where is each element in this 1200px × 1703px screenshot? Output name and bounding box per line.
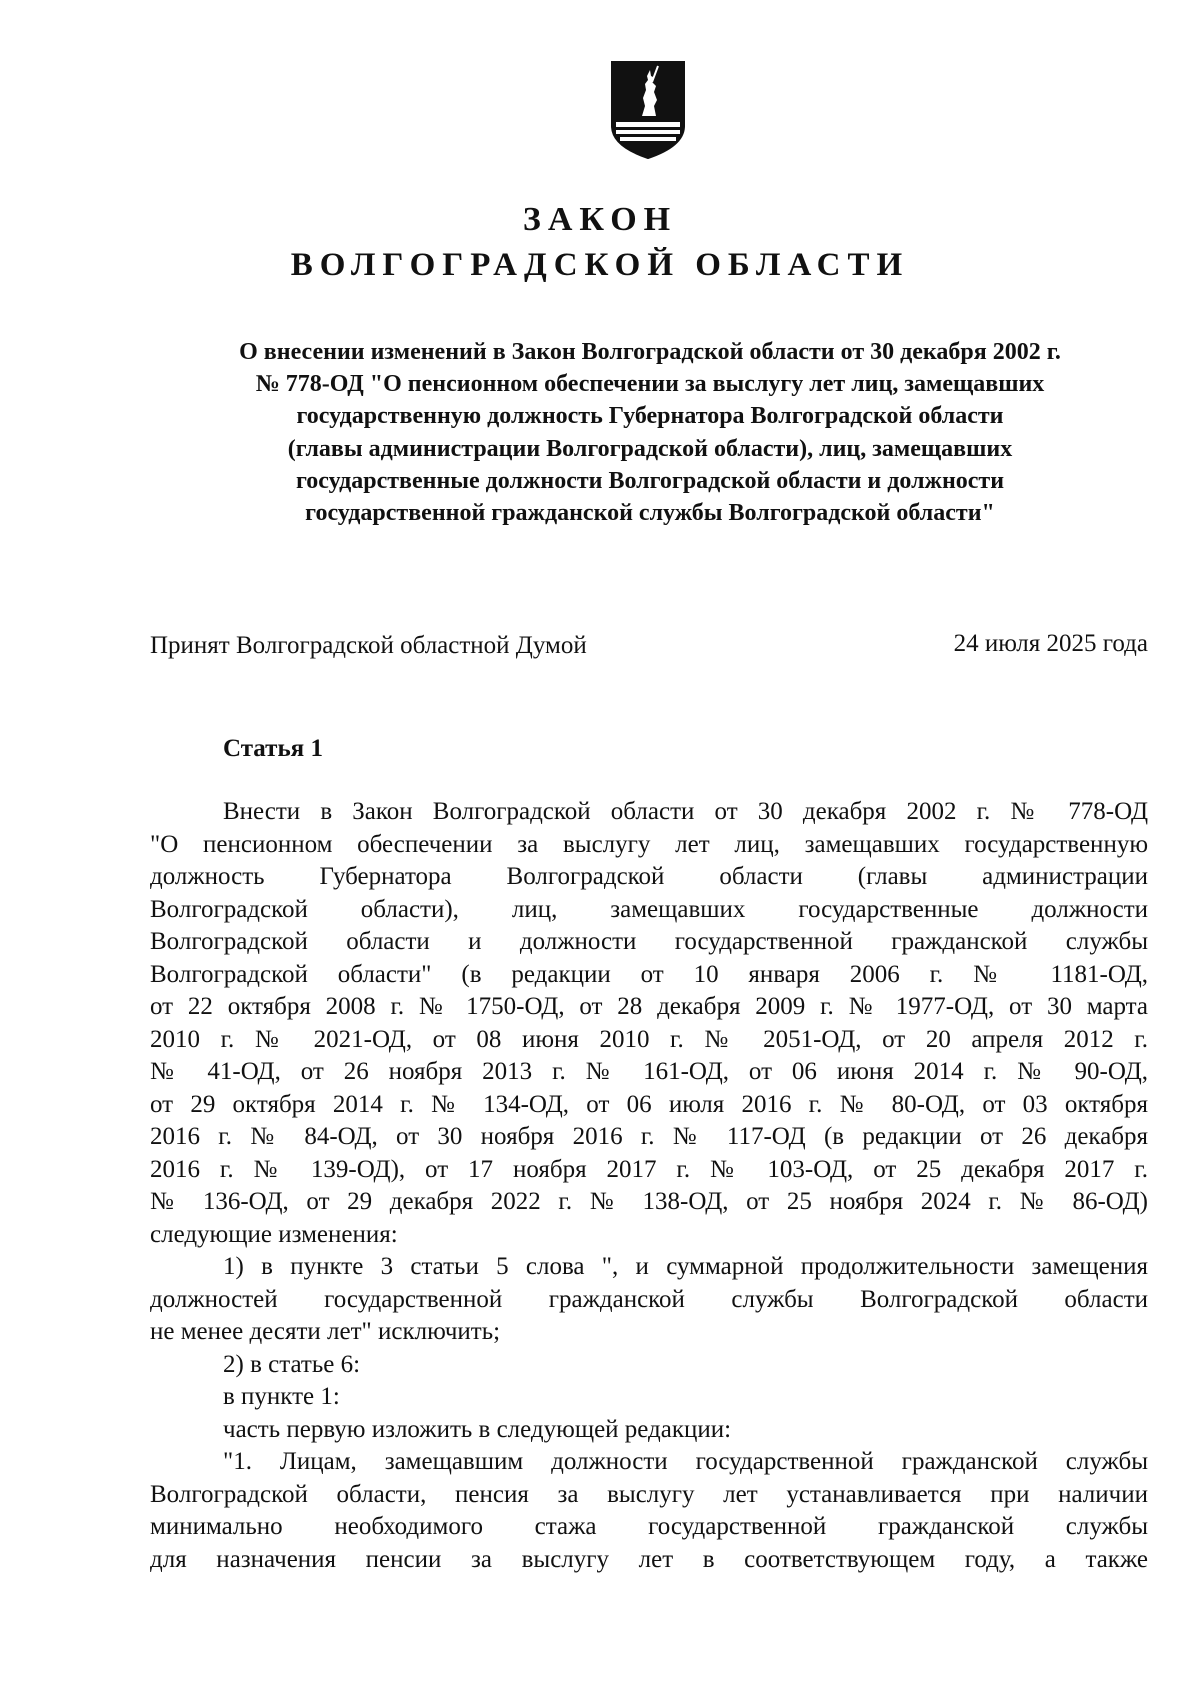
body-line: часть первую изложить в следующей редакции: [223, 1415, 732, 1443]
body-line: № 136-ОД, от 29 декабря 2022 г. № 138-ОД, от 25 ноября 2024 г. № 86-ОД) [150, 1188, 1148, 1215]
body-line: Волгоградской области" (в редакции от 10 января 2006 г. № 1181-ОД, [150, 960, 1148, 988]
body-line: 2) в статье 6: [223, 1350, 361, 1378]
heading-line: государственные должности Волгоградской области и должности [295, 467, 1005, 494]
adopted-date: 24 июля 2025 года [953, 630, 1148, 657]
article-title: Статья 1 [223, 735, 323, 762]
body-line: следующие изменения: [150, 1220, 398, 1248]
body-line: Волгоградской области), лиц, замещавших государственные должности [150, 895, 1148, 923]
body-line: № 41-ОД, от 26 ноября 2013 г. № 161-ОД, от 06 июня 2014 г. № 90-ОД, [150, 1058, 1148, 1085]
body-line: Внести в Закон Волгоградской области от 30 декабря 2002 г. № 778-ОД [223, 798, 1148, 825]
article-body [150, 796, 1148, 1576]
body-line: "О пенсионном обеспечении за выслугу лет лиц, замещавших государственную [150, 830, 1148, 858]
body-line: должностей государственной гражданской службы Волгоградской области [150, 1285, 1148, 1313]
heading-line: государственной гражданской службы Волгоградской области" [305, 500, 995, 527]
body-line: для назначения пенсии за выслугу лет в соответствующем году, а также [150, 1545, 1148, 1573]
heading-line: (главы администрации Волгоградской области), лиц, замещавших [287, 435, 1013, 462]
body-line: Волгоградской области и должности государственной гражданской службы [150, 928, 1148, 955]
adopted-by: Принят Волгоградской областной Думой [150, 632, 587, 659]
body-line: 2016 г. № 84-ОД, от 30 ноября 2016 г. № 117-ОД (в редакции от 26 декабря [150, 1123, 1148, 1150]
body-line: 1) в пункте 3 статьи 5 слова ", и суммарной продолжительности замещения [223, 1253, 1148, 1280]
body-line: 2016 г. № 139-ОД), от 17 ноября 2017 г. № 103-ОД, от 25 декабря 2017 г. [150, 1155, 1148, 1183]
body-line: 2010 г. № 2021-ОД, от 08 июня 2010 г. № 2051-ОД, от 20 апреля 2012 г. [150, 1025, 1148, 1053]
body-line: от 22 октября 2008 г. № 1750-ОД, от 28 декабря 2009 г. № 1977-ОД, от 30 марта [150, 993, 1148, 1020]
body-line: не менее десяти лет" исключить; [150, 1318, 501, 1345]
heading-line: государственную должность Губернатора Волгоградской области [296, 403, 1004, 430]
document-subtitle: ВОЛГОГРАДСКОЙ ОБЛАСТИ [290, 247, 910, 283]
body-line: должность Губернатора Волгоградской области (главы администрации [150, 863, 1148, 890]
body-line: "1. Лицам, замещавшим должности государственной гражданской службы [223, 1448, 1148, 1475]
body-line: минимально необходимого стажа государственной гражданской службы [150, 1513, 1148, 1540]
heading-line: О внесении изменений в Закон Волгоградской области от 30 декабря 2002 г. [239, 339, 1061, 365]
coat-of-arms-icon [610, 60, 686, 160]
heading-line: № 778-ОД "О пенсионном обеспечении за выслугу лет лиц, замещавших [255, 371, 1045, 398]
body-line: Волгоградской области, пенсия за выслугу лет устанавливается при наличии [150, 1480, 1148, 1508]
law-heading [150, 336, 1150, 529]
document-title: ЗАКОН [522, 201, 678, 238]
body-line: от 29 октября 2014 г. № 134-ОД, от 06 июля 2016 г. № 80-ОД, от 03 октября [150, 1090, 1148, 1118]
body-line: в пункте 1: [223, 1383, 340, 1410]
